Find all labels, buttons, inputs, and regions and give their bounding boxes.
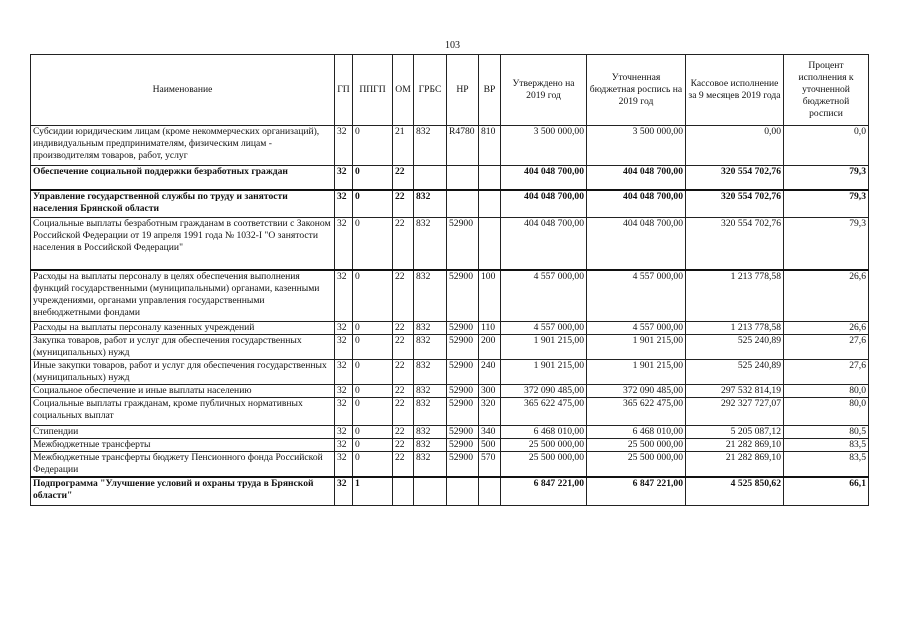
cell-ppgp: 0 [353, 166, 393, 190]
table-row [31, 452, 869, 478]
cell-refined: 25 500 000,00 [587, 439, 686, 452]
cell-name: Управление государственной службы по труду и занятости населения Брянской области [31, 190, 335, 218]
cell-refined: 6 847 221,00 [587, 477, 686, 505]
cell-approved: 25 500 000,00 [501, 439, 587, 452]
table-row [31, 190, 869, 218]
cell-name: Расходы на выплаты персоналу в целях обеспечения выполнения функций государственными (муниципальными) органами, казенными учреждениями, органами управления государственными внебюджетными фондами [31, 270, 335, 322]
cell-cash: 1 213 778,58 [686, 270, 784, 322]
table-row [31, 439, 869, 452]
cell-grbs [414, 166, 447, 190]
cell-gp: 32 [335, 385, 353, 398]
cell-ppgp: 0 [353, 439, 393, 452]
cell-approved: 4 557 000,00 [501, 270, 587, 322]
cell-ppgp: 1 [353, 477, 393, 505]
cell-approved: 6 468 010,00 [501, 426, 587, 439]
cell-vr [479, 166, 501, 190]
cell-gp: 32 [335, 426, 353, 439]
cell-name: Субсидии юридическим лицам (кроме некоммерческих организаций), индивидуальным предпринимателям, физическим лицам - производителям товаров, работ, услуг [31, 126, 335, 166]
cell-om: 22 [393, 398, 414, 426]
table-row [31, 360, 869, 385]
cell-gp: 32 [335, 166, 353, 190]
cell-grbs: 832 [414, 218, 447, 270]
cell-approved: 404 048 700,00 [501, 190, 587, 218]
cell-approved: 404 048 700,00 [501, 166, 587, 190]
cell-vr [479, 190, 501, 218]
cell-percent: 79,3 [784, 218, 869, 270]
cell-nr: 52900 [447, 335, 479, 360]
cell-approved: 365 622 475,00 [501, 398, 587, 426]
cell-gp: 32 [335, 477, 353, 505]
cell-name: Подпрограмма "Улучшение условий и охраны труда в Брянской области" [31, 477, 335, 505]
header-vr: ВР [479, 55, 501, 126]
cell-nr: 52900 [447, 218, 479, 270]
cell-refined: 1 901 215,00 [587, 360, 686, 385]
cell-vr: 340 [479, 426, 501, 439]
cell-approved: 1 901 215,00 [501, 335, 587, 360]
cell-gp: 32 [335, 439, 353, 452]
header-nr: НР [447, 55, 479, 126]
cell-percent: 0,0 [784, 126, 869, 166]
cell-percent: 80,5 [784, 426, 869, 439]
cell-grbs: 832 [414, 322, 447, 335]
cell-vr: 200 [479, 335, 501, 360]
cell-percent: 79,3 [784, 166, 869, 190]
cell-approved: 1 901 215,00 [501, 360, 587, 385]
cell-om: 22 [393, 426, 414, 439]
header-om: ОМ [393, 55, 414, 126]
cell-nr: 52900 [447, 439, 479, 452]
cell-approved: 25 500 000,00 [501, 452, 587, 478]
cell-ppgp: 0 [353, 218, 393, 270]
table-row [31, 218, 869, 270]
header-cash: Кассовое исполнение за 9 месяцев 2019 года [686, 55, 784, 126]
cell-ppgp: 0 [353, 270, 393, 322]
cell-cash: 5 205 087,12 [686, 426, 784, 439]
cell-name: Расходы на выплаты персоналу казенных учреждений [31, 322, 335, 335]
cell-om: 22 [393, 335, 414, 360]
cell-grbs: 832 [414, 335, 447, 360]
cell-percent: 83,5 [784, 452, 869, 478]
cell-gp: 32 [335, 126, 353, 166]
cell-gp: 32 [335, 335, 353, 360]
cell-ppgp: 0 [353, 398, 393, 426]
cell-grbs: 832 [414, 190, 447, 218]
page-number: 103 [445, 40, 460, 51]
cell-grbs: 832 [414, 360, 447, 385]
cell-nr: 52900 [447, 385, 479, 398]
cell-grbs [414, 477, 447, 505]
header-percent: Процент исполнения к уточненной бюджетной росписи [784, 55, 869, 126]
cell-nr: 52900 [447, 270, 479, 322]
cell-nr [447, 166, 479, 190]
cell-grbs: 832 [414, 270, 447, 322]
cell-refined: 404 048 700,00 [587, 190, 686, 218]
header-gp: ГП [335, 55, 353, 126]
cell-vr: 240 [479, 360, 501, 385]
cell-gp: 32 [335, 270, 353, 322]
cell-vr: 810 [479, 126, 501, 166]
cell-cash: 320 554 702,76 [686, 190, 784, 218]
budget-table [30, 54, 869, 506]
cell-ppgp: 0 [353, 385, 393, 398]
cell-grbs: 832 [414, 452, 447, 478]
cell-cash: 4 525 850,62 [686, 477, 784, 505]
cell-om: 22 [393, 322, 414, 335]
cell-cash: 0,00 [686, 126, 784, 166]
cell-name: Социальные выплаты безработным гражданам в соответствии с Законом Российской Федерации от 19 апреля 1991 года № 1032-I "О занятости населения в Российской Федерации" [31, 218, 335, 270]
cell-ppgp: 0 [353, 360, 393, 385]
cell-grbs: 832 [414, 426, 447, 439]
cell-approved: 3 500 000,00 [501, 126, 587, 166]
header-ppgp: ППГП [353, 55, 393, 126]
cell-grbs: 832 [414, 439, 447, 452]
cell-vr [479, 218, 501, 270]
cell-refined: 365 622 475,00 [587, 398, 686, 426]
cell-ppgp: 0 [353, 126, 393, 166]
cell-grbs: 832 [414, 398, 447, 426]
cell-percent: 80,0 [784, 385, 869, 398]
cell-grbs: 832 [414, 126, 447, 166]
cell-nr [447, 190, 479, 218]
cell-name: Социальное обеспечение и иные выплаты населению [31, 385, 335, 398]
cell-refined: 6 468 010,00 [587, 426, 686, 439]
cell-cash: 21 282 869,10 [686, 452, 784, 478]
table-row [31, 426, 869, 439]
cell-name: Иные закупки товаров, работ и услуг для обеспечения государственных (муниципальных) нужд [31, 360, 335, 385]
cell-refined: 404 048 700,00 [587, 218, 686, 270]
cell-nr: 52900 [447, 398, 479, 426]
table-row [31, 322, 869, 335]
cell-percent: 66,1 [784, 477, 869, 505]
cell-approved: 372 090 485,00 [501, 385, 587, 398]
cell-ppgp: 0 [353, 190, 393, 218]
cell-gp: 32 [335, 452, 353, 478]
cell-vr: 320 [479, 398, 501, 426]
header-name: Наименование [31, 55, 335, 126]
cell-om: 22 [393, 166, 414, 190]
cell-ppgp: 0 [353, 335, 393, 360]
cell-name: Межбюджетные трансферты бюджету Пенсионного фонда Российской Федерации [31, 452, 335, 478]
table-row [31, 398, 869, 426]
cell-refined: 3 500 000,00 [587, 126, 686, 166]
cell-gp: 32 [335, 190, 353, 218]
cell-approved: 4 557 000,00 [501, 322, 587, 335]
table-row [31, 166, 869, 190]
cell-percent: 80,0 [784, 398, 869, 426]
cell-name: Закупка товаров, работ и услуг для обеспечения государственных (муниципальных) нужд [31, 335, 335, 360]
cell-gp: 32 [335, 398, 353, 426]
cell-refined: 25 500 000,00 [587, 452, 686, 478]
cell-vr: 110 [479, 322, 501, 335]
cell-om: 22 [393, 360, 414, 385]
cell-refined: 4 557 000,00 [587, 322, 686, 335]
cell-percent: 27,6 [784, 360, 869, 385]
cell-percent: 83,5 [784, 439, 869, 452]
cell-cash: 320 554 702,76 [686, 166, 784, 190]
cell-cash: 1 213 778,58 [686, 322, 784, 335]
cell-cash: 525 240,89 [686, 360, 784, 385]
cell-cash: 297 532 814,19 [686, 385, 784, 398]
cell-vr: 570 [479, 452, 501, 478]
cell-cash: 292 327 727,07 [686, 398, 784, 426]
cell-percent: 26,6 [784, 322, 869, 335]
cell-om: 22 [393, 452, 414, 478]
table-row [31, 270, 869, 322]
cell-gp: 32 [335, 322, 353, 335]
cell-om: 22 [393, 385, 414, 398]
table-row [31, 385, 869, 398]
cell-cash: 320 554 702,76 [686, 218, 784, 270]
header-grbs: ГРБС [414, 55, 447, 126]
cell-cash: 21 282 869,10 [686, 439, 784, 452]
cell-refined: 4 557 000,00 [587, 270, 686, 322]
cell-nr: 52900 [447, 360, 479, 385]
cell-nr: R4780 [447, 126, 479, 166]
cell-vr: 100 [479, 270, 501, 322]
cell-ppgp: 0 [353, 426, 393, 439]
cell-nr [447, 477, 479, 505]
cell-vr: 300 [479, 385, 501, 398]
cell-om: 22 [393, 218, 414, 270]
cell-name: Межбюджетные трансферты [31, 439, 335, 452]
cell-refined: 1 901 215,00 [587, 335, 686, 360]
cell-refined: 372 090 485,00 [587, 385, 686, 398]
header-refined: Уточненная бюджетная роспись на 2019 год [587, 55, 686, 126]
table-row [31, 335, 869, 360]
cell-name: Социальные выплаты гражданам, кроме публичных нормативных социальных выплат [31, 398, 335, 426]
cell-gp: 32 [335, 360, 353, 385]
cell-name: Обеспечение социальной поддержки безработных граждан [31, 166, 335, 190]
cell-cash: 525 240,89 [686, 335, 784, 360]
cell-nr: 52900 [447, 426, 479, 439]
cell-name: Стипендии [31, 426, 335, 439]
cell-vr: 500 [479, 439, 501, 452]
cell-grbs: 832 [414, 385, 447, 398]
cell-nr: 52900 [447, 452, 479, 478]
cell-refined: 404 048 700,00 [587, 166, 686, 190]
cell-ppgp: 0 [353, 452, 393, 478]
cell-om: 21 [393, 126, 414, 166]
table-header-row [31, 55, 869, 126]
cell-percent: 26,6 [784, 270, 869, 322]
cell-approved: 404 048 700,00 [501, 218, 587, 270]
cell-om: 22 [393, 190, 414, 218]
cell-om: 22 [393, 439, 414, 452]
header-approved: Утверждено на 2019 год [501, 55, 587, 126]
cell-vr [479, 477, 501, 505]
cell-approved: 6 847 221,00 [501, 477, 587, 505]
cell-nr: 52900 [447, 322, 479, 335]
cell-ppgp: 0 [353, 322, 393, 335]
table-row [31, 477, 869, 505]
cell-om: 22 [393, 270, 414, 322]
cell-percent: 27,6 [784, 335, 869, 360]
table-row [31, 126, 869, 166]
cell-percent: 79,3 [784, 190, 869, 218]
cell-gp: 32 [335, 218, 353, 270]
cell-om [393, 477, 414, 505]
